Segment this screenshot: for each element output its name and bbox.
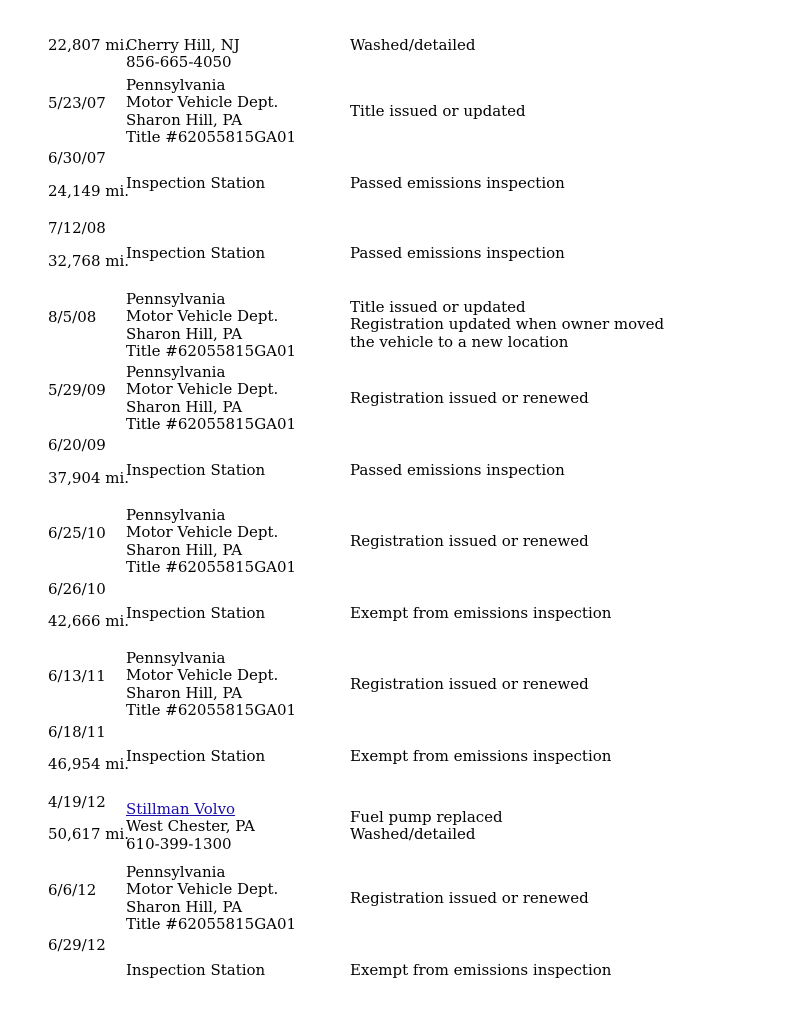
record-mileage: 24,149 mi. — [48, 182, 130, 200]
record-date: 5/29/09 — [48, 381, 106, 399]
record-source — [126, 507, 346, 576]
source-line: Pennsylvania — [126, 290, 226, 308]
record-mileage: 22,807 mi. — [48, 36, 130, 54]
source-line: Sharon Hill, PA — [126, 540, 243, 559]
source-line: Title #62055815GA01 — [126, 414, 297, 433]
source-line: Pennsylvania — [126, 363, 226, 381]
record-details — [350, 962, 780, 979]
record-date: 4/19/12 — [48, 793, 106, 811]
record-date: 6/26/10 — [48, 580, 106, 598]
record-details — [350, 299, 780, 351]
detail-line: Washed/detailed — [350, 825, 476, 844]
record-source — [126, 291, 346, 360]
source-line: Motor Vehicle Dept. — [126, 307, 279, 326]
source-line: Sharon Hill, PA — [126, 110, 243, 129]
record-date: 6/29/12 — [48, 936, 106, 954]
source-line: Title #62055815GA01 — [126, 557, 297, 576]
record-date: 6/25/10 — [48, 524, 106, 542]
record-source — [126, 364, 346, 433]
record-details — [350, 890, 780, 907]
detail-line: Fuel pump replaced — [350, 808, 503, 826]
record-source — [126, 37, 346, 72]
source-line: Inspection Station — [126, 461, 266, 479]
record-source — [126, 462, 346, 479]
record-source — [126, 962, 346, 979]
record-mileage: 32,768 mi. — [48, 252, 130, 270]
source-line: Inspection Station — [126, 961, 266, 979]
detail-line: Exempt from emissions inspection — [350, 961, 612, 979]
source-line: Inspection Station — [126, 174, 266, 192]
source-line: Sharon Hill, PA — [126, 324, 243, 343]
source-line: Title #62055815GA01 — [126, 914, 297, 933]
source-line: Motor Vehicle Dept. — [126, 380, 279, 399]
source-line: Title #62055815GA01 — [126, 127, 297, 146]
record-source — [126, 650, 346, 719]
record-source — [126, 801, 346, 853]
detail-line: Registration issued or renewed — [350, 532, 589, 550]
record-mileage: 50,617 mi. — [48, 825, 130, 843]
source-line: Motor Vehicle Dept. — [126, 666, 279, 685]
record-details — [350, 37, 780, 54]
record-date: 8/5/08 — [48, 308, 97, 326]
source-line: 856-665-4050 — [126, 53, 232, 72]
record-mileage: 37,904 mi. — [48, 469, 130, 487]
record-date: 6/30/07 — [48, 149, 106, 167]
detail-line: Washed/detailed — [350, 36, 476, 54]
source-line: Title #62055815GA01 — [126, 341, 297, 360]
record-details — [350, 676, 780, 693]
source-line: Inspection Station — [126, 747, 266, 765]
record-source — [126, 175, 346, 192]
detail-line: Title issued or updated — [350, 298, 526, 316]
source-line: Sharon Hill, PA — [126, 897, 243, 916]
detail-line: the vehicle to a new location — [350, 332, 569, 351]
source-line: Pennsylvania — [126, 506, 226, 524]
source-line: Motor Vehicle Dept. — [126, 880, 279, 899]
record-details — [350, 175, 780, 192]
detail-line: Passed emissions inspection — [350, 174, 565, 192]
record-date: 6/20/09 — [48, 436, 106, 454]
record-date: 6/13/11 — [48, 667, 106, 685]
record-source — [126, 605, 346, 622]
record-details — [350, 390, 780, 407]
record-details — [350, 748, 780, 765]
detail-line: Title issued or updated — [350, 102, 526, 120]
record-details — [350, 809, 780, 844]
record-date: 7/12/08 — [48, 219, 106, 237]
record-source — [126, 77, 346, 146]
source-line: 610-399-1300 — [126, 834, 232, 853]
detail-line: Exempt from emissions inspection — [350, 747, 612, 765]
record-details — [350, 605, 780, 622]
source-line: Pennsylvania — [126, 649, 226, 667]
source-line: Pennsylvania — [126, 863, 226, 881]
detail-line: Registration issued or renewed — [350, 675, 589, 693]
detail-line: Registration updated when owner moved — [350, 315, 665, 334]
record-mileage: 42,666 mi. — [48, 612, 130, 630]
detail-line: Registration issued or renewed — [350, 389, 589, 407]
record-date: 6/18/11 — [48, 723, 106, 741]
detail-line: Passed emissions inspection — [350, 461, 565, 479]
record-details — [350, 103, 780, 120]
source-line: Title #62055815GA01 — [126, 700, 297, 719]
record-date: 5/23/07 — [48, 94, 106, 112]
detail-line: Registration issued or renewed — [350, 889, 589, 907]
record-source — [126, 864, 346, 933]
service-provider-link[interactable]: Stillman Volvo — [126, 800, 236, 818]
detail-line: Exempt from emissions inspection — [350, 604, 612, 622]
source-line: Motor Vehicle Dept. — [126, 523, 279, 542]
source-line: West Chester, PA — [126, 817, 255, 836]
record-date: 6/6/12 — [48, 881, 97, 899]
source-line: Inspection Station — [126, 244, 266, 262]
source-line: Sharon Hill, PA — [126, 683, 243, 702]
source-line: Sharon Hill, PA — [126, 397, 243, 416]
record-details — [350, 462, 780, 479]
source-line: Pennsylvania — [126, 76, 226, 94]
record-source — [126, 748, 346, 765]
record-details — [350, 245, 780, 262]
detail-line: Passed emissions inspection — [350, 244, 565, 262]
source-line: Inspection Station — [126, 604, 266, 622]
record-mileage: 46,954 mi. — [48, 755, 130, 773]
record-details — [350, 533, 780, 550]
source-line: Cherry Hill, NJ — [126, 36, 240, 54]
source-line: Motor Vehicle Dept. — [126, 93, 279, 112]
record-source — [126, 245, 346, 262]
